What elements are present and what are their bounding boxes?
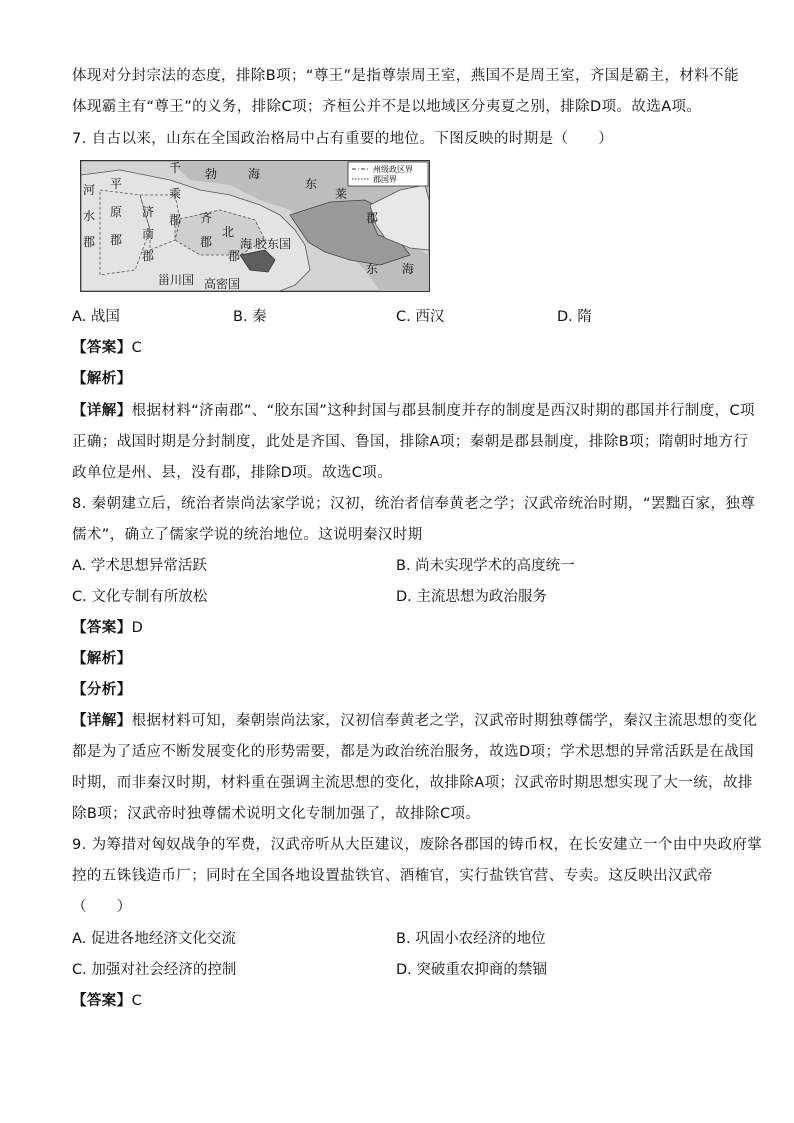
answer-line [72, 991, 142, 1011]
answer-tag: 【答案】 [72, 993, 132, 1009]
detail-text: 根据材料可知，秦朝崇尚法家，汉初信奉黄老之学，汉武帝时期独尊儒学，秦汉主流思想的变化 [131, 713, 758, 729]
question-9-stem: （ ） [72, 899, 132, 915]
map-label: 千 [169, 161, 182, 175]
option-c: C. 西汉 [396, 309, 445, 325]
map-label: 郡 [142, 249, 155, 263]
answer-line [72, 338, 142, 358]
map-label: 甾川国 [158, 273, 195, 287]
answer-value: C [131, 340, 143, 356]
map-label: 胶东国 [255, 237, 292, 251]
option-b: B. 秦 [233, 309, 267, 325]
option-a: A. 促进各地经济文化交流 [72, 931, 236, 947]
map-label: 郡 [83, 235, 96, 249]
question-8-stem: 8. 秦朝建立后，统治者崇尚法家学说；汉初，统治者信奉黄老之学；汉武帝统治时期，“罢黜百家，独尊 [72, 496, 756, 512]
question-8-stem: 儒术”，确立了儒家学说的统治地位。这说明秦汉时期 [72, 527, 423, 543]
map-label: 水 [83, 209, 96, 223]
option-a: A. 战国 [72, 309, 120, 325]
question-9-stem: 9. 为筹措对匈奴战争的军费，汉武帝听从大臣建议，废除各郡国的铸币权，在长安建立一个由中央政府掌 [72, 837, 763, 853]
legend-label: 郡国界 [373, 175, 397, 184]
map-label: 齐 [200, 211, 213, 225]
answer-line [72, 618, 143, 638]
option-a: A. 学术思想异常活跃 [72, 558, 207, 574]
option-b: B. 尚未实现学术的高度统一 [396, 558, 575, 574]
map-label: 北 [222, 225, 235, 239]
analysis-tag [72, 649, 132, 669]
map-label: 乘 [169, 187, 182, 201]
option-d: D. 隋 [557, 309, 592, 325]
map-label: 河 [83, 183, 96, 197]
map-label: 东 [366, 262, 379, 276]
detail-line: 都是为了适应不断发展变化的形势需要，都是为政治统治服务，故选D项；学术思想的异常活跃是在战国 [72, 744, 755, 760]
detail-tag: 【详解】 [72, 713, 132, 729]
fenxi-tag-text: 【分析】 [72, 682, 132, 698]
map-label: 高密国 [204, 277, 241, 291]
answer-tag: 【答案】 [72, 340, 132, 356]
answer-value: C [131, 993, 143, 1009]
option-c: C. 文化专制有所放松 [72, 589, 208, 605]
map-label: 海 [402, 262, 415, 276]
analysis-tag-text: 【解析】 [72, 651, 132, 667]
map-label: 郡 [228, 249, 241, 263]
question-7-stem: 7. 自古以来，山东在全国政治格局中占有重要的地位。下图反映的时期是（ ） [72, 131, 614, 147]
option-c: C. 加强对社会经济的控制 [72, 962, 237, 978]
map-label: 平 [110, 177, 123, 191]
analysis-tag-text: 【解析】 [72, 371, 132, 387]
analysis-tag [72, 369, 132, 389]
detail-line: 正确；战国时期是分封制度，此处是齐国、鲁国，排除A项；秦朝是郡县制度，排除B项；隋朝时地方行 [72, 434, 749, 450]
detail-line: 政单位是州、县，没有郡，排除D项。故选C项。 [72, 465, 393, 481]
map-label: 勃 [205, 167, 218, 181]
map-label: 海 [248, 167, 261, 181]
map-label: 郡 [366, 211, 379, 225]
map-label: 郡 [200, 235, 213, 249]
historical-map [80, 160, 430, 292]
map-label: 南 [142, 227, 155, 241]
map-label: 济 [142, 205, 155, 219]
option-d: D. 突破重农抑商的禁锢 [396, 962, 547, 978]
map-label: 郡 [169, 213, 182, 227]
fenxi-tag [72, 680, 132, 700]
detail-line: 时期，而非秦汉时期，材料重在强调主流思想的变化，故排除A项；汉武帝时期思想实现了大一统，故排 [72, 775, 753, 791]
map-label: 原 [110, 205, 123, 219]
map-label: 莱 [335, 187, 348, 201]
detail-line: 除B项；汉武帝时独尊儒术说明文化专制加强了，故排除C项。 [72, 806, 481, 822]
map-label: 海 [240, 237, 253, 251]
answer-value: D [131, 620, 144, 636]
option-b: B. 巩固小农经济的地位 [396, 931, 546, 947]
option-d: D. 主流思想为政治服务 [396, 589, 547, 605]
map-label: 东 [305, 177, 318, 191]
text-line: 体现霸主有“尊王”的义务，排除C项；齐桓公并不是以地域区分夷夏之别，排除D项。故选A项。 [72, 99, 702, 115]
detail-tag: 【详解】 [72, 403, 132, 419]
map-label: 郡 [110, 233, 123, 247]
answer-tag: 【答案】 [72, 620, 132, 636]
question-9-stem: 控的五铢钱造币厂；同时在全国各地设置盐铁官、酒榷官，实行盐铁官营、专卖。这反映出汉武帝 [72, 868, 713, 884]
text-line: 体现对分封宗法的态度，排除B项；“尊王”是指尊崇周王室，燕国不是周王室，齐国是霸主，材料不能 [72, 68, 739, 84]
legend-label: 州级政区界 [373, 165, 413, 174]
detail-line [72, 401, 755, 421]
detail-text: 根据材料“济南郡”、“胶东国”这种封国与郡县制度并存的制度是西汉时期的郡国并行制度，C项 [131, 403, 755, 419]
detail-line [72, 711, 757, 731]
